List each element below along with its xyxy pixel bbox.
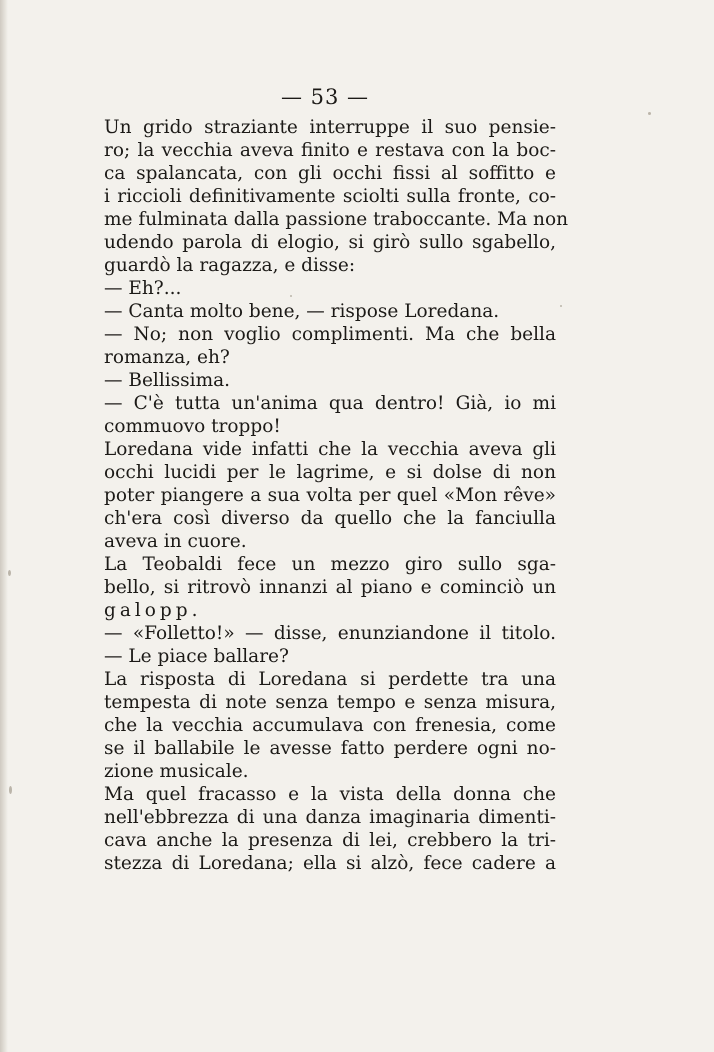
text-line: i riccioli definitivamente sciolti sulla fronte, co-: [104, 186, 556, 207]
text-line: poter piangere a sua volta per quel «Mon rêve»: [104, 485, 556, 506]
text-line: che la vecchia accumulava con frenesia, come: [104, 715, 556, 736]
paper-speck: [648, 112, 651, 115]
text-line: Un grido straziante interruppe il suo pensie-: [104, 117, 556, 138]
text-line: La Teobaldi fece un mezzo giro sullo sga-: [104, 554, 556, 575]
text-line: Loredana vide infatti che la vecchia aveva gli: [104, 439, 556, 460]
paper-speck: [560, 305, 562, 307]
text-line: me fulminata dalla passione traboccante. Ma non: [104, 209, 568, 230]
paper-speck: [9, 786, 12, 794]
page-binding-edge: [0, 0, 8, 1052]
text-line: nell'ebbrezza di una danza imaginaria dimenti-: [104, 807, 556, 828]
text-line: guardò la ragazza, e disse:: [104, 255, 356, 276]
text-line: La risposta di Loredana si perdette tra una: [104, 669, 556, 690]
text-line: galopp.: [104, 600, 202, 621]
text-line: — Canta molto bene, — rispose Loredana.: [104, 301, 500, 322]
text-line: — No; non voglio complimenti. Ma che bella: [104, 324, 556, 345]
text-line: udendo parola di elogio, si girò sullo sgabello,: [104, 232, 556, 253]
paper-speck: [290, 295, 292, 297]
text-line: — Le piace ballare?: [104, 646, 289, 667]
text-line: occhi lucidi per le lagrime, e si dolse di non: [104, 462, 556, 483]
text-line: zione musicale.: [104, 761, 249, 782]
text-line: ca spalancata, con gli occhi fissi al soffitto e: [104, 163, 556, 184]
text-line: — «Folletto!» — disse, enunziandone il titolo.: [104, 623, 556, 644]
text-line: Ma quel fracasso e la vista della donna che: [104, 784, 556, 805]
text-line: — Bellissima.: [104, 370, 231, 391]
text-line: stezza di Loredana; ella si alzò, fece cadere a: [104, 853, 556, 874]
text-line: aveva in cuore.: [104, 531, 247, 552]
text-line: — Eh?...: [104, 278, 182, 299]
body-text: [104, 116, 568, 875]
text-line: cava anche la presenza di lei, crebbero la tri-: [104, 830, 556, 851]
text-line: ch'era così diverso da quello che la fanciulla: [104, 508, 556, 529]
text-line: romanza, eh?: [104, 347, 230, 368]
text-line: commuovo troppo!: [104, 416, 281, 437]
paper-speck: [8, 570, 11, 576]
page-number: — 53 —: [280, 85, 370, 109]
text-line: bello, si ritrovò innanzi al piano e cominciò un: [104, 577, 556, 598]
text-line: — C'è tutta un'anima qua dentro! Già, io mi: [104, 393, 556, 414]
text-line: ro; la vecchia aveva finito e restava con la boc-: [104, 140, 556, 161]
text-line: se il ballabile le avesse fatto perdere ogni no-: [104, 738, 556, 759]
text-line: tempesta di note senza tempo e senza misura,: [104, 692, 556, 713]
